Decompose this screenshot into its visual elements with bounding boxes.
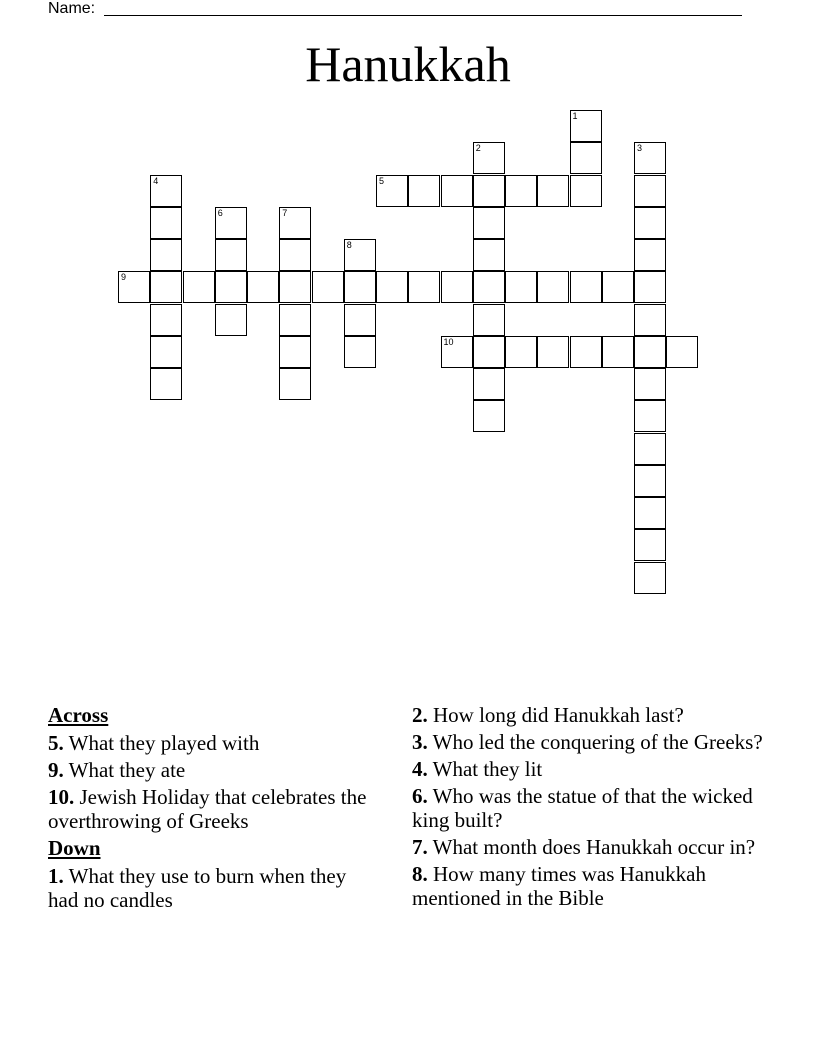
clue-text: What they ate [68,758,186,782]
grid-cell[interactable] [634,433,666,465]
page-title: Hanukkah [305,36,511,92]
clue-down-2 [412,703,772,727]
grid-cell[interactable] [376,175,408,207]
grid-cell[interactable] [570,110,602,142]
grid-cell[interactable] [537,175,569,207]
clue-number: 9. [48,758,64,782]
grid-cell[interactable] [634,465,666,497]
clue-number-label: 6 [217,207,223,218]
grid-cell[interactable] [537,336,569,368]
grid-cell[interactable] [279,271,311,303]
grid-cell[interactable] [570,336,602,368]
grid-cell[interactable] [634,239,666,271]
grid-cell[interactable] [215,271,247,303]
grid-cell[interactable] [473,400,505,432]
clue-text: How long did Hanukkah last? [433,703,684,727]
clue-down-1 [48,864,378,912]
grid-cell[interactable] [279,207,311,239]
clue-down-8 [412,862,772,910]
grid-cell[interactable] [537,271,569,303]
grid-cell[interactable] [279,304,311,336]
grid-cell[interactable] [473,142,505,174]
grid-cell[interactable] [473,207,505,239]
grid-cell[interactable] [118,271,150,303]
clue-text: What they lit [432,757,543,781]
grid-cell[interactable] [634,497,666,529]
grid-cell[interactable] [215,239,247,271]
grid-cell[interactable] [247,271,279,303]
clue-number-label: 9 [121,272,127,283]
clue-text: Who was the statue of that the wicked king built? [412,784,753,832]
grid-cell[interactable] [408,271,440,303]
grid-cell[interactable] [150,271,182,303]
grid-cell[interactable] [634,562,666,594]
clues-left-column [48,703,378,915]
clue-text: What month does Hanukkah occur in? [432,835,756,859]
grid-cell[interactable] [473,239,505,271]
grid-cell[interactable] [570,142,602,174]
grid-cell[interactable] [150,239,182,271]
grid-cell[interactable] [634,175,666,207]
clue-number: 5. [48,731,64,755]
clue-number: 3. [412,730,428,754]
grid-cell[interactable] [376,271,408,303]
grid-cell[interactable] [183,271,215,303]
grid-cell[interactable] [344,336,376,368]
clue-number: 4. [412,757,428,781]
grid-cell[interactable] [279,368,311,400]
grid-cell[interactable] [666,336,698,368]
grid-cell[interactable] [344,271,376,303]
clue-number: 2. [412,703,428,727]
grid-cell[interactable] [505,175,537,207]
grid-cell[interactable] [441,271,473,303]
clue-number-label: 2 [475,143,481,154]
grid-cell[interactable] [150,304,182,336]
clue-number-label: 8 [346,240,352,250]
grid-cell[interactable] [150,175,182,207]
grid-cell[interactable] [473,368,505,400]
clue-number: 6. [412,784,428,808]
clue-number-label: 5 [379,175,385,186]
grid-cell[interactable] [150,368,182,400]
down-heading: Down [48,836,101,860]
clue-across-5 [48,731,378,755]
grid-cell[interactable] [441,336,473,368]
grid-cell[interactable] [344,304,376,336]
grid-cell[interactable] [602,336,634,368]
clue-across-10 [48,785,378,833]
clue-text: How many times was Hanukkah mentioned in the Bible [412,862,706,910]
clue-number: 7. [412,835,428,859]
grid-cell[interactable] [279,336,311,368]
grid-cell[interactable] [570,175,602,207]
grid-cell[interactable] [150,207,182,239]
grid-cell[interactable] [344,239,376,271]
clue-text: Who led the conquering of the Greeks? [432,730,763,754]
grid-cell[interactable] [505,271,537,303]
across-heading: Across [48,703,109,727]
name-label: Name: [48,0,96,17]
clue-text: What they use to burn when they had no candles [48,864,347,912]
grid-cell[interactable] [473,175,505,207]
clue-down-7 [412,835,772,859]
clue-down-6 [412,784,772,832]
grid-cell[interactable] [634,336,666,368]
grid-cell[interactable] [215,304,247,336]
grid-cell[interactable] [570,271,602,303]
grid-cell[interactable] [634,400,666,432]
grid-cell[interactable] [634,207,666,239]
grid-cell[interactable] [279,239,311,271]
grid-cell[interactable] [473,304,505,336]
clue-number-label: 1 [572,111,578,121]
clue-text: Jewish Holiday that celebrates the overthrowing of Greeks [48,785,367,833]
grid-cell[interactable] [634,368,666,400]
grid-cell[interactable] [441,175,473,207]
clue-text: What they played with [68,731,260,755]
clue-number-label: 4 [153,175,159,186]
grid-cell[interactable] [215,207,247,239]
grid-cell[interactable] [312,271,344,303]
grid-cell[interactable] [473,271,505,303]
clue-down-3 [412,730,772,754]
clue-number: 8. [412,862,428,886]
clues-right-column [412,703,772,913]
clue-number-label: 10 [443,336,454,347]
grid-cell[interactable] [602,271,634,303]
grid-cell[interactable] [634,304,666,336]
grid-cell[interactable] [505,336,537,368]
clue-number-label: 3 [637,143,643,154]
clue-number-label: 7 [282,207,288,218]
grid-cell[interactable] [634,271,666,303]
clue-number: 10. [48,785,75,809]
grid-cell[interactable] [634,142,666,174]
clue-number: 1. [48,864,64,888]
grid-cell[interactable] [150,336,182,368]
grid-cell[interactable] [408,175,440,207]
clue-down-4 [412,757,772,781]
grid-cell[interactable] [473,336,505,368]
clue-across-9 [48,758,378,782]
grid-cell[interactable] [634,529,666,561]
